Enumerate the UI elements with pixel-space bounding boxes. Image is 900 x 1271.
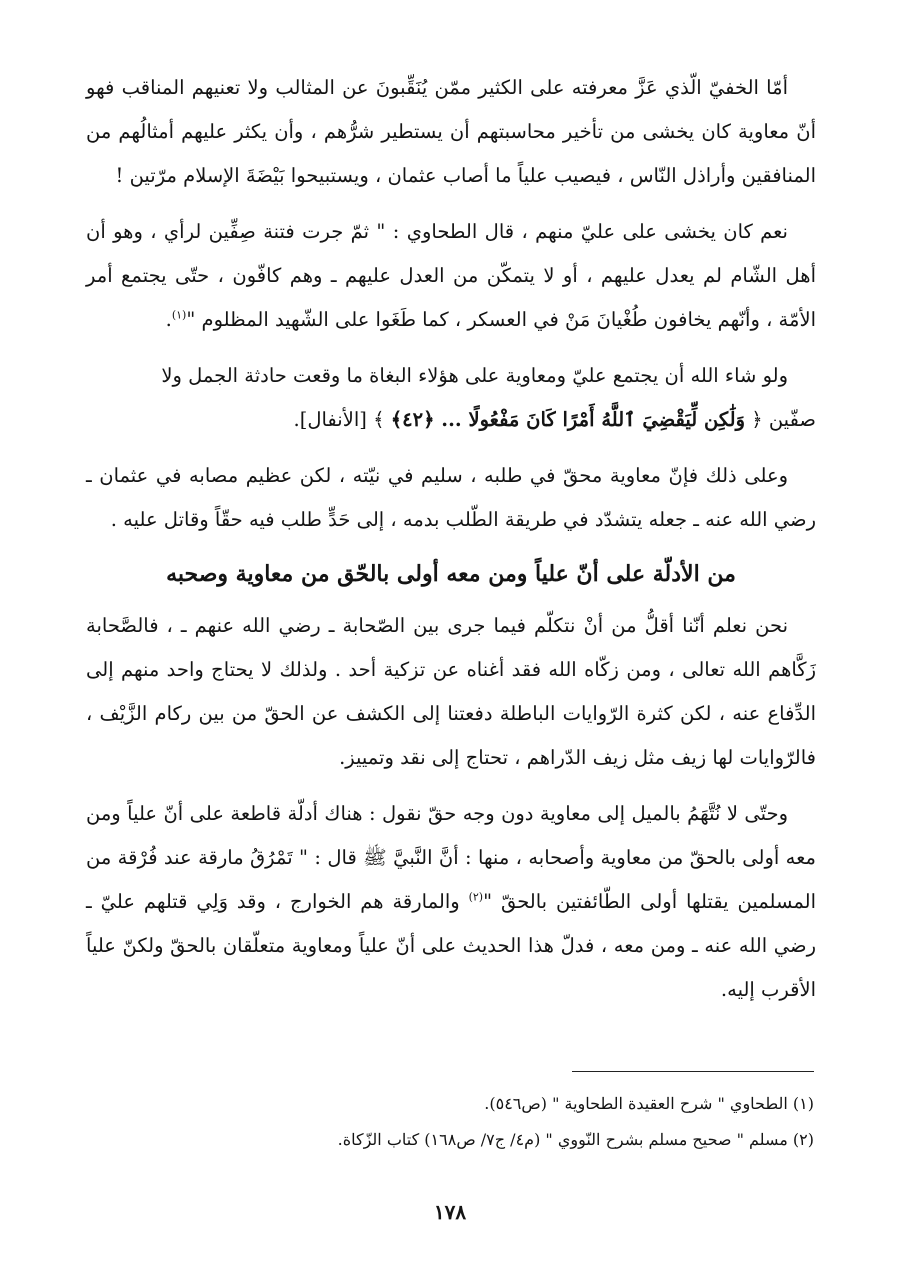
paragraph-3 bbox=[86, 354, 816, 442]
footnote-ref-1[interactable]: (١) bbox=[171, 308, 187, 322]
quran-verse-line bbox=[294, 408, 816, 431]
paragraph-6 bbox=[86, 792, 816, 1012]
paragraph-6-text-a: وحتّى لا نُتَّهَمُ بالميل إلى معاوية دون وجه حقّ نقول : هناك أدلّة قاطعة على أنّ علياً ومن معه أولى بالحقّ من معاوية وأصحابه ، منها : أنَّ النَّبيَّ ﷺ قال : " تَمْرُقُ مارقة عند فُرْقة من المسلمين يقتلها أولى الطّائفتين بالحقّ " bbox=[86, 802, 816, 913]
footnote-1: (١) الطحاوي " شرح العقيدة الطحاوية " (ص٥٤٦). bbox=[484, 1094, 814, 1113]
footnote-divider bbox=[572, 1071, 814, 1072]
paragraph-6-text-b: والمارقة هم الخوارج ، وقد وَلِي قتلهم عليّ ـ رضي الله عنه ـ ومن معه ، فدلّ هذا الحديث على أنّ علياً ومعاوية متعلّقان بالحقّ ولكنّ علياً الأقرب إليه. bbox=[86, 890, 816, 1001]
footnote-ref-2[interactable]: (٢) bbox=[468, 890, 484, 904]
page-body bbox=[86, 66, 816, 1024]
paragraph-2-end: . bbox=[165, 308, 172, 331]
footnote-2: (٢) مسلم " صحيح مسلم بشرح النّووي " (م٤/ ج٧/ ص١٦٨) كتاب الزّكاة. bbox=[337, 1130, 814, 1149]
paragraph-1: أمّا الخفيّ الّذي عَزَّ معرفته على الكثير ممّن يُنَقِّبونَ عن المثالب ولا تعنيهم المناقب فهو أنّ معاوية كان يخشى من تأخير محاسبتهم أن يستطير شرُّهم ، وأن يكثر عليهم أمثالُهم من المنافقين وأراذل النّاس ، فيصيب علياً ما أصاب عثمان ، ويستبيحوا بَيْضَةَ الإسلام مرّتين ! bbox=[86, 76, 816, 187]
quran-close-reference: ﴾ [الأنفال]. bbox=[293, 408, 385, 431]
footnotes bbox=[84, 1086, 814, 1158]
paragraph-5: نحن نعلم أنّنا أقلُّ من أنْ نتكلّم فيما جرى بين الصّحابة ـ رضي الله عنهم ـ ، فالصَّحابة زَكَّاهم الله تعالى ، ومن زكّاه الله فقد أغناه عن تزكية أحد . ولذلك لا يحتاج واحد منهم إلى الدِّفاع عنه ، لكن كثرة الرّوايات الباطلة دفعتنا إلى الكشف عن الحقّ من بين ركام الزَّيْف ، فالرّوايات لها زيف مثل زيف الدّراهم ، تحتاج إلى نقد وتمييز. bbox=[86, 614, 816, 769]
paragraph-4: وعلى ذلك فإنّ معاوية محقّ في طلبه ، سليم في نيّته ، لكن عظيم مصابه في عثمان ـ رضي الله عنه ـ جعله يتشدّد في طريقة الطّلب بدمه ، إلى حَدٍّ طلب فيه حقّاً وقاتل عليه . bbox=[86, 464, 816, 531]
paragraph-2 bbox=[86, 210, 816, 342]
page-number: ١٧٨ bbox=[433, 1200, 467, 1224]
paragraph-3-line-1: ولو شاء الله أن يجتمع عليّ ومعاوية على هؤلاء البغاة ما وقعت حادثة الجمل ولا bbox=[161, 364, 788, 387]
paragraph-2-text: نعم كان يخشى على عليّ منهم ، قال الطحاوي : " ثمّ جرت فتنة صِفِّين لرأي ، وهو أن أهل الشّام لم يعدل عليهم ، أو لا يتمكّن من العدل عليهم ـ وهم كافّون ، حتّى يجتمع أمر الأمّة ، وأنّهم يخافون طُغْيانَ مَنْ في العسكر ، كما طَغَوا على الشّهيد المظلوم " bbox=[86, 220, 816, 331]
quran-open: صفّين ﴿ bbox=[751, 408, 816, 431]
section-heading: من الأدلّة على أنّ علياً ومن معه أولى بالحّق من معاوية وصحبه bbox=[166, 561, 736, 587]
quran-verse: وَلَٰكِن لِّيَقْضِيَ ٱللَّهُ أَمْرًا كَانَ مَفْعُولًا ... ﴿٤٢﴾ bbox=[390, 408, 746, 431]
